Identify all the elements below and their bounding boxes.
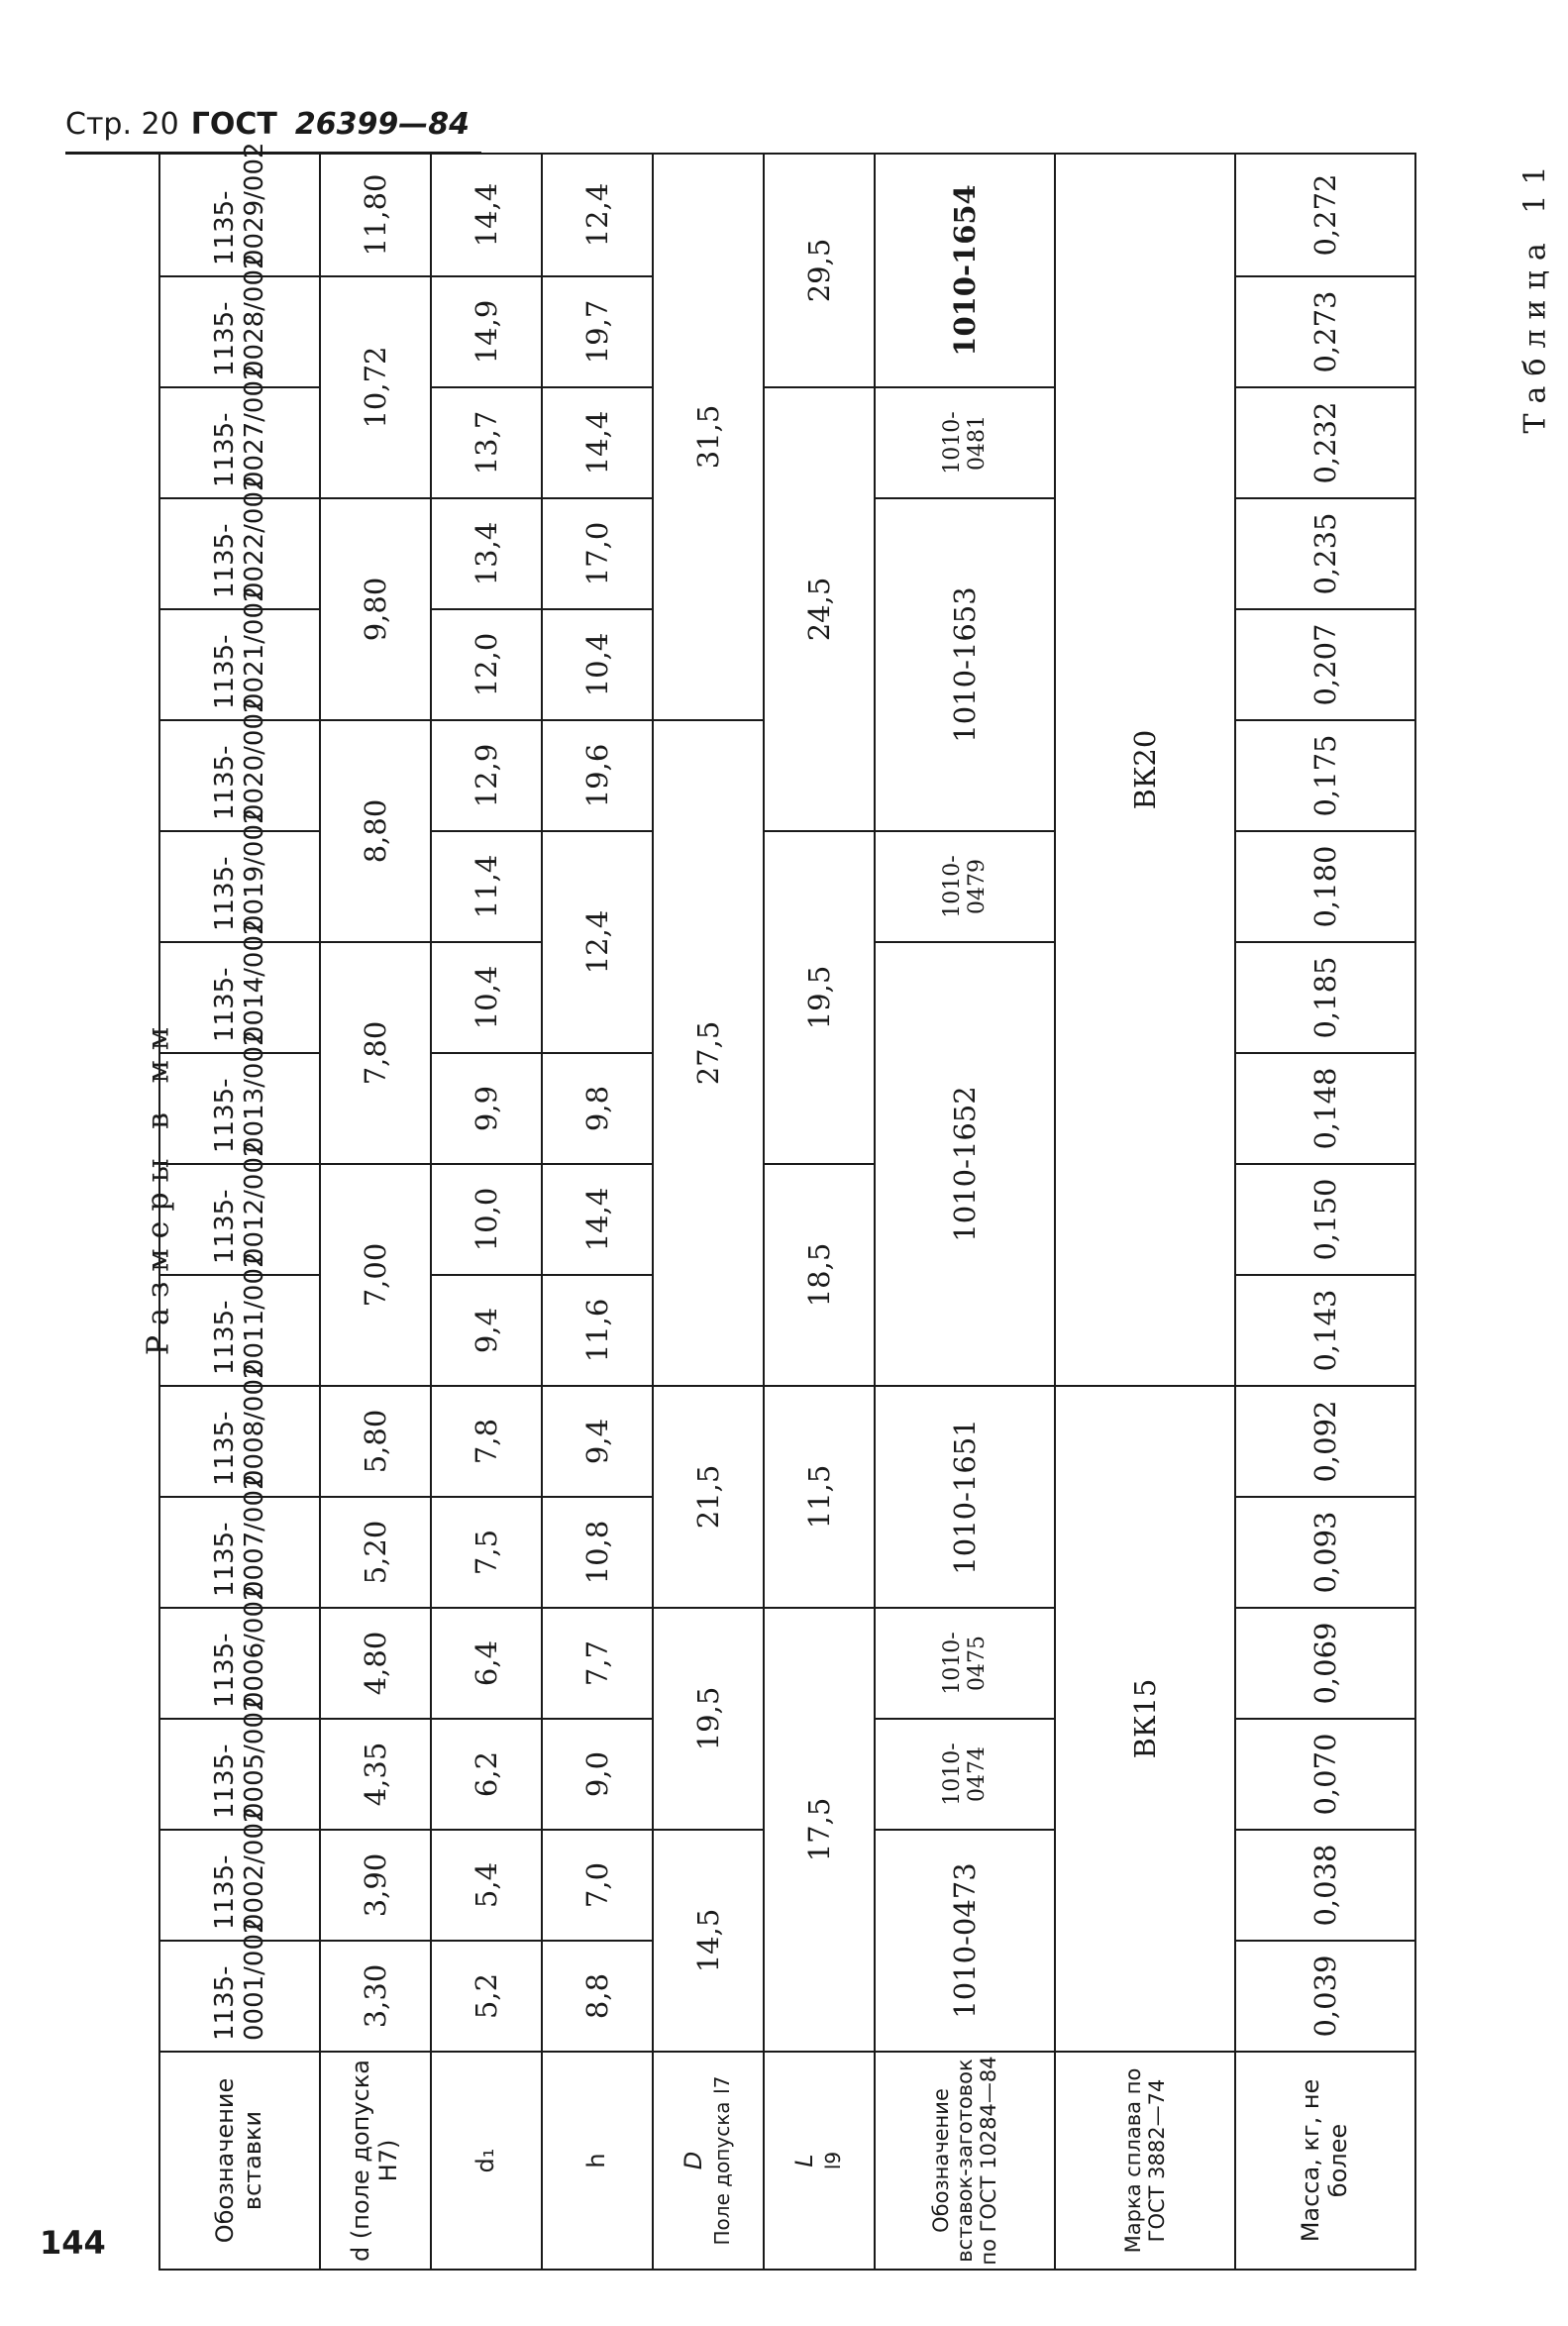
cell-d1: 13,7 [431, 387, 542, 498]
cell-L: 19,5 [764, 831, 875, 1164]
cell-h: 10,8 [542, 1497, 653, 1608]
cell-mass: 0,148 [1235, 1053, 1415, 1164]
cell-blank: 1010-0473 [875, 1830, 1055, 2052]
cell-d: 8,80 [320, 720, 431, 942]
cell-h: 14,4 [542, 1164, 653, 1275]
row-alloy [1055, 154, 1235, 2270]
row-h [542, 154, 653, 2270]
cell-L: 17,5 [764, 1608, 875, 2052]
cell-mass: 0,273 [1235, 276, 1415, 387]
cell-D: 31,5 [653, 154, 764, 720]
cell-d1: 10,4 [431, 942, 542, 1053]
cell-mass: 0,143 [1235, 1275, 1415, 1386]
cell-d1: 14,9 [431, 276, 542, 387]
cell-d1: 9,4 [431, 1275, 542, 1386]
cell-code: 1135-0011/002 [159, 1275, 320, 1386]
cell-d: 3,90 [320, 1830, 431, 1941]
cell-L: 29,5 [764, 154, 875, 387]
row-code [159, 154, 320, 2270]
cell-d1: 13,4 [431, 498, 542, 609]
cell-code: 1135-0013/002 [159, 1053, 320, 1164]
cell-blank: 1010-1654 [875, 154, 1055, 387]
cell-code: 1135-0021/002 [159, 609, 320, 720]
cell-code: 1135-0020/002 [159, 720, 320, 831]
cell-d: 7,80 [320, 942, 431, 1164]
cell-d: 7,00 [320, 1164, 431, 1386]
cell-d1: 12,9 [431, 720, 542, 831]
cell-h: 19,7 [542, 276, 653, 387]
cell-d1: 6,2 [431, 1719, 542, 1830]
data-table [158, 142, 1416, 2271]
cell-mass: 0,069 [1235, 1608, 1415, 1719]
cell-code: 1135-0027/002 [159, 387, 320, 498]
cell-d: 4,80 [320, 1608, 431, 1719]
cell-d1: 5,4 [431, 1830, 542, 1941]
cell-blank: 1010-1653 [875, 498, 1055, 831]
dims-caption: Размеры в мм [141, 1016, 176, 1356]
cell-blank: 1010-0481 [875, 387, 1055, 498]
row-d1 [431, 154, 542, 2270]
cell-h: 12,4 [542, 831, 653, 1053]
cell-alloy: ВК20 [1055, 154, 1235, 1386]
col-blank-header: Обозначение вставок-заготовок по ГОСТ 10284—84 [875, 2052, 1055, 2270]
cell-d1: 10,0 [431, 1164, 542, 1275]
gost-label: ГОСТ [190, 107, 277, 142]
cell-mass: 0,272 [1235, 154, 1415, 276]
cell-blank: 1010-1651 [875, 1386, 1055, 1608]
cell-D: 19,5 [653, 1608, 764, 1830]
row-mass [1235, 154, 1415, 2270]
page-header [65, 107, 470, 142]
L-label: L [790, 2154, 819, 2167]
cell-h: 9,8 [542, 1053, 653, 1164]
cell-d: 9,80 [320, 498, 431, 720]
cell-mass: 0,235 [1235, 498, 1415, 609]
cell-mass: 0,150 [1235, 1164, 1415, 1275]
row-d [320, 154, 431, 2270]
cell-mass: 0,175 [1235, 720, 1415, 831]
cell-h: 9,4 [542, 1386, 653, 1497]
cell-mass: 0,039 [1235, 1941, 1415, 2052]
cell-d1: 6,4 [431, 1608, 542, 1719]
cell-code: 1135-0006/002 [159, 1608, 320, 1719]
cell-mass: 0,232 [1235, 387, 1415, 498]
cell-mass: 0,185 [1235, 942, 1415, 1053]
cell-d: 10,72 [320, 276, 431, 498]
tolerance-L: l9 [821, 2151, 845, 2170]
cell-blank: 1010-1652 [875, 942, 1055, 1386]
cell-d1: 11,4 [431, 831, 542, 942]
cell-d: 5,20 [320, 1497, 431, 1608]
cell-code: 1135-0005/002 [159, 1719, 320, 1830]
D-label: D [679, 2151, 708, 2170]
page-number: 144 [40, 2224, 106, 2262]
cell-code: 1135-0012/002 [159, 1164, 320, 1275]
col-h-header: h [542, 2052, 653, 2270]
cell-d1: 9,9 [431, 1053, 542, 1164]
cell-mass: 0,180 [1235, 831, 1415, 942]
tolerance-label: Поле допуска [710, 2101, 734, 2246]
cell-h: 12,4 [542, 154, 653, 276]
cell-d1: 14,4 [431, 154, 542, 276]
cell-h: 14,4 [542, 387, 653, 498]
cell-code: 1135-0019/002 [159, 831, 320, 942]
col-mass-header: Масса, кг, не более [1235, 2052, 1415, 2270]
cell-blank: 1010-0479 [875, 831, 1055, 942]
cell-mass: 0,038 [1235, 1830, 1415, 1941]
row-D [653, 154, 764, 2270]
page-prefix: Стр. 20 [65, 107, 179, 142]
cell-alloy: ВК15 [1055, 1386, 1235, 2052]
cell-code: 1135-0001/002 [159, 1941, 320, 2052]
cell-mass: 0,070 [1235, 1719, 1415, 1830]
cell-blank: 1010-0474 [875, 1719, 1055, 1830]
cell-code: 1135-0002/002 [159, 1830, 320, 1941]
cell-d1: 5,2 [431, 1941, 542, 2052]
col-code-header: Обозначение вставки [159, 2052, 320, 2270]
data-table-wrap [158, 142, 1486, 2271]
cell-h: 11,6 [542, 1275, 653, 1386]
cell-L: 11,5 [764, 1386, 875, 1608]
cell-code: 1135-0022/002 [159, 498, 320, 609]
cell-h: 17,0 [542, 498, 653, 609]
cell-D: 27,5 [653, 720, 764, 1386]
cell-mass: 0,207 [1235, 609, 1415, 720]
cell-h: 19,6 [542, 720, 653, 831]
cell-D: 14,5 [653, 1830, 764, 2052]
cell-L: 24,5 [764, 387, 875, 831]
gost-number: 26399—84 [294, 107, 470, 142]
cell-h: 8,8 [542, 1941, 653, 2052]
tolerance-D: l7 [710, 2075, 734, 2094]
table-title: Таблица 11 [1517, 156, 1553, 434]
cell-code: 1135-0008/002 [159, 1386, 320, 1497]
cell-d1: 7,8 [431, 1386, 542, 1497]
cell-code: 1135-0007/002 [159, 1497, 320, 1608]
cell-h: 10,4 [542, 609, 653, 720]
cell-L: 18,5 [764, 1164, 875, 1386]
cell-code: 1135-0029/002 [159, 154, 320, 276]
cell-d: 11,80 [320, 154, 431, 276]
cell-D: 21,5 [653, 1386, 764, 1608]
col-alloy-header: Марка сплава по ГОСТ 3882—74 [1055, 2052, 1235, 2270]
cell-mass: 0,093 [1235, 1497, 1415, 1608]
row-blank [875, 154, 1055, 2270]
row-L [764, 154, 875, 2270]
cell-code: 1135-0014/002 [159, 942, 320, 1053]
cell-d: 3,30 [320, 1941, 431, 2052]
cell-code: 1135-0028/002 [159, 276, 320, 387]
cell-blank: 1010-0475 [875, 1608, 1055, 1719]
cell-h: 7,7 [542, 1608, 653, 1719]
col-L-header [764, 2052, 875, 2270]
cell-d: 4,35 [320, 1719, 431, 1830]
col-D-header [653, 2052, 764, 2270]
cell-h: 7,0 [542, 1830, 653, 1941]
cell-d1: 12,0 [431, 609, 542, 720]
cell-mass: 0,092 [1235, 1386, 1415, 1497]
cell-d1: 7,5 [431, 1497, 542, 1608]
cell-d: 5,80 [320, 1386, 431, 1497]
cell-h: 9,0 [542, 1719, 653, 1830]
col-d1-header: d₁ [431, 2052, 542, 2270]
col-d-header: d (поле допуска H7) [320, 2052, 431, 2270]
